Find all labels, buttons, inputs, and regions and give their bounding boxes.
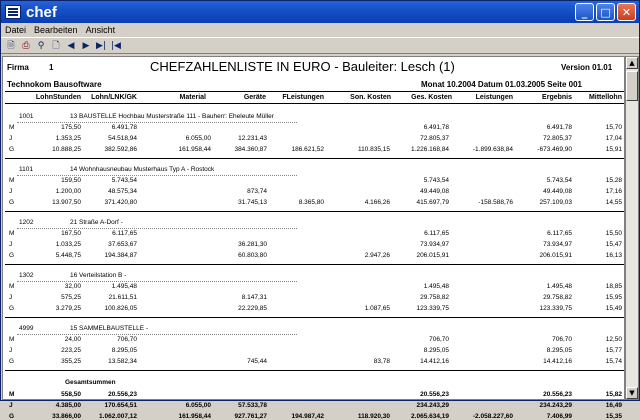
next-page-icon[interactable]: ▶ xyxy=(82,40,90,51)
table-cell: 1.033,25 xyxy=(55,241,81,248)
company-name: Technokom Bausoftware xyxy=(7,80,102,89)
table-cell: 234.243,29 xyxy=(539,402,572,409)
table-cell: 927.761,27 xyxy=(234,413,267,420)
row-key: J xyxy=(9,241,13,248)
table-cell: 21.611,51 xyxy=(108,294,137,301)
row-key: M xyxy=(9,391,15,398)
row-key: G xyxy=(9,413,15,420)
column-header: Lohn/LNK/GK xyxy=(91,94,137,101)
group-separator xyxy=(5,211,624,212)
table-cell: 83,78 xyxy=(373,358,390,365)
table-cell: 706,70 xyxy=(117,336,137,343)
table-cell: 73.934,97 xyxy=(543,241,572,248)
row-key: J xyxy=(9,135,13,142)
preview-icon[interactable]: 🗋 xyxy=(52,40,60,51)
close-button[interactable]: ✕ xyxy=(617,3,636,21)
print-icon[interactable]: ⎙ xyxy=(22,40,30,51)
table-cell: 6.491,78 xyxy=(423,124,449,131)
table-cell: 100.826,05 xyxy=(104,305,137,312)
firma-value: 1 xyxy=(49,63,54,72)
menu-bearbeiten[interactable]: Bearbeiten xyxy=(34,24,78,35)
table-cell: 1.495,48 xyxy=(546,283,572,290)
table-cell: 2.947,26 xyxy=(364,252,390,259)
table-cell: 32,00 xyxy=(64,283,81,290)
menu-datei[interactable]: Datei xyxy=(5,24,27,35)
group-title: 14 Wohnhausneubau Musterhaus Typ A - Rostock xyxy=(70,166,215,173)
table-cell: 170.654,51 xyxy=(104,402,137,409)
table-cell: 14.412,16 xyxy=(420,358,449,365)
table-cell: 2.065.634,19 xyxy=(411,413,449,420)
table-cell: 1.495,48 xyxy=(111,283,137,290)
report-heading: CHEFZAHLENLISTE IN EURO - Bauleiter: Lesch (1) xyxy=(150,59,455,74)
column-header: Leistungen xyxy=(475,94,513,101)
table-cell: 8.365,80 xyxy=(298,199,324,206)
firma-label: Firma xyxy=(7,63,29,72)
last-page-icon[interactable]: ▶| xyxy=(96,40,106,51)
row-key: G xyxy=(9,199,15,206)
table-cell: 15,35 xyxy=(605,413,622,420)
table-cell: 13.907,50 xyxy=(52,199,81,206)
table-cell: 194.384,87 xyxy=(104,252,137,259)
table-cell: 22.229,85 xyxy=(238,305,267,312)
row-key: M xyxy=(9,177,15,184)
table-cell: 206.015,91 xyxy=(539,252,572,259)
table-cell: 5.743,54 xyxy=(111,177,137,184)
table-cell: 72.805,37 xyxy=(420,135,449,142)
table-cell: 7.406,99 xyxy=(546,413,572,420)
table-cell: 49.449,08 xyxy=(543,188,572,195)
column-header: Material xyxy=(179,94,206,101)
row-key: J xyxy=(9,347,13,354)
table-cell: 118.920,30 xyxy=(357,413,390,420)
table-cell: 72.805,37 xyxy=(543,135,572,142)
table-cell: 60.803,80 xyxy=(238,252,267,259)
table-cell: 49.449,08 xyxy=(420,188,449,195)
table-cell: 15,70 xyxy=(605,124,622,131)
column-header: FLeistungen xyxy=(282,94,324,101)
table-cell: 575,25 xyxy=(61,294,81,301)
table-cell: 384.360,87 xyxy=(234,146,267,153)
previous-page-icon[interactable]: ◀ xyxy=(67,40,75,51)
column-header: Ges. Kosten xyxy=(411,94,452,101)
group-divider xyxy=(17,175,297,176)
table-cell: 15,50 xyxy=(605,230,622,237)
column-header: Mittellohn xyxy=(588,94,622,101)
table-cell: 8.147,31 xyxy=(241,294,267,301)
row-key: J xyxy=(9,402,13,409)
table-cell: 4.166,26 xyxy=(364,199,390,206)
table-cell: 37.653,67 xyxy=(108,241,137,248)
table-cell: 1.353,25 xyxy=(55,135,81,142)
table-cell: -2.058.227,60 xyxy=(472,413,513,420)
row-key: M xyxy=(9,230,15,237)
table-cell: 73.934,97 xyxy=(420,241,449,248)
table-cell: -158.588,76 xyxy=(478,199,513,206)
table-cell: 706,70 xyxy=(429,336,449,343)
table-cell: -673.469,90 xyxy=(537,146,572,153)
table-cell: 745,44 xyxy=(247,358,267,365)
group-separator xyxy=(5,370,624,371)
table-cell: 6.117,65 xyxy=(547,230,572,237)
table-cell: 706,70 xyxy=(552,336,572,343)
table-cell: 15,95 xyxy=(605,294,622,301)
group-divider xyxy=(17,334,297,335)
title-bar[interactable] xyxy=(1,1,639,23)
scroll-up-arrow[interactable]: ▲ xyxy=(626,57,638,69)
table-cell: 12.231,43 xyxy=(238,135,267,142)
table-cell: 29.758,82 xyxy=(543,294,572,301)
table-cell: 15,28 xyxy=(605,177,622,184)
group-id: 1101 xyxy=(19,166,33,173)
table-cell: 161.958,44 xyxy=(178,146,211,153)
table-cell: 1.062.007,12 xyxy=(99,413,137,420)
group-title: 15 SAMMELBAUSTELLE - xyxy=(70,325,149,332)
table-cell: 6.491,78 xyxy=(546,124,572,131)
first-page-icon[interactable]: |◀ xyxy=(111,40,121,51)
table-cell: 15,49 xyxy=(605,305,622,312)
group-separator xyxy=(5,158,624,159)
column-header: Geräte xyxy=(243,94,266,101)
table-cell: 6.117,65 xyxy=(424,230,449,237)
table-cell: 36.281,30 xyxy=(238,241,267,248)
table-cell: 14,55 xyxy=(605,199,622,206)
table-cell: 24,00 xyxy=(64,336,81,343)
table-cell: 12,50 xyxy=(605,336,622,343)
table-cell: 159,50 xyxy=(61,177,81,184)
table-cell: 20.556,23 xyxy=(420,391,449,398)
scroll-down-arrow[interactable]: ▼ xyxy=(626,387,638,399)
scroll-thumb[interactable] xyxy=(626,71,638,101)
group-separator xyxy=(5,317,624,318)
table-cell: 5.448,75 xyxy=(55,252,81,259)
table-cell: 873,74 xyxy=(247,188,267,195)
group-id: 1302 xyxy=(19,272,34,279)
table-cell: 18,85 xyxy=(605,283,622,290)
table-cell: 15,47 xyxy=(605,241,622,248)
table-cell: 371.420,80 xyxy=(104,199,137,206)
table-cell: 29.758,82 xyxy=(420,294,449,301)
table-cell: 13.582,34 xyxy=(108,358,137,365)
table-cell: 558,50 xyxy=(61,391,81,398)
table-cell: 33.866,00 xyxy=(52,413,81,420)
table-cell: 8.295,05 xyxy=(546,347,572,354)
vertical-scrollbar[interactable] xyxy=(625,56,639,400)
row-key: J xyxy=(9,188,13,195)
table-cell: 16,49 xyxy=(605,402,622,409)
table-cell: 3.279,25 xyxy=(55,305,81,312)
table-cell: 57.533,78 xyxy=(238,402,267,409)
row-key: G xyxy=(9,305,15,312)
group-id: 1001 xyxy=(19,113,34,120)
table-cell: 257.109,03 xyxy=(539,199,572,206)
table-cell: 10.888,25 xyxy=(52,146,81,153)
table-cell: 8.295,05 xyxy=(423,347,449,354)
table-cell: -1.899.638,84 xyxy=(472,146,513,153)
group-title: 13 BAUSTELLE Hochbau Musterstraße 111 - Bauherr: Eheleute Müller xyxy=(70,113,274,120)
table-cell: 5.743,54 xyxy=(546,177,572,184)
table-cell: 1.200,00 xyxy=(55,188,81,195)
table-cell: 355,25 xyxy=(61,358,81,365)
table-cell: 382.592,86 xyxy=(104,146,137,153)
table-cell: 17,04 xyxy=(605,135,622,142)
group-divider xyxy=(17,122,297,123)
binoculars-icon[interactable]: ⚲ xyxy=(37,40,45,51)
table-cell: 6.491,78 xyxy=(111,124,137,131)
app-icon xyxy=(5,5,21,19)
column-divider xyxy=(5,103,624,104)
table-cell: 20.556,23 xyxy=(108,391,137,398)
table-cell: 110.835,15 xyxy=(357,146,390,153)
table-cell: 1.226.168,84 xyxy=(411,146,449,153)
row-key: G xyxy=(9,358,15,365)
table-cell: 5.743,54 xyxy=(423,177,449,184)
table-cell: 223,25 xyxy=(61,347,81,354)
table-cell: 167,50 xyxy=(61,230,81,237)
maximize-button[interactable]: □ xyxy=(596,3,615,21)
report-view xyxy=(2,56,625,420)
group-divider xyxy=(17,281,297,282)
row-key: M xyxy=(9,283,15,290)
toolbar xyxy=(1,37,639,54)
table-cell: 161.958,44 xyxy=(178,413,211,420)
table-cell: 20.556,23 xyxy=(543,391,572,398)
table-cell: 15,77 xyxy=(605,347,622,354)
table-cell: 6.055,00 xyxy=(185,402,211,409)
window-title: chef xyxy=(26,3,57,21)
table-cell: 234.243,29 xyxy=(416,402,449,409)
table-cell: 186.621,52 xyxy=(291,146,324,153)
menu-ansicht[interactable]: Ansicht xyxy=(85,24,116,35)
column-header: LohnStunden xyxy=(35,94,81,101)
version-label: Version 01.01 xyxy=(561,63,613,72)
table-cell: 16,13 xyxy=(605,252,622,259)
row-key: M xyxy=(9,336,15,343)
document-icon[interactable]: 🗎 xyxy=(7,40,15,51)
group-id: 4999 xyxy=(19,325,34,332)
group-title: 21 Straße A-Dorf - xyxy=(70,219,123,226)
table-cell: 54.518,94 xyxy=(108,135,137,142)
table-cell: 8.295,05 xyxy=(111,347,137,354)
table-cell: 123.339,75 xyxy=(539,305,572,312)
table-cell: 4.385,00 xyxy=(55,402,81,409)
minimize-button[interactable]: _ xyxy=(575,3,594,21)
header-divider xyxy=(5,91,624,92)
row-key: J xyxy=(9,294,13,301)
table-cell: 194.987,42 xyxy=(291,413,324,420)
table-cell: 1.495,48 xyxy=(423,283,449,290)
table-cell: 15,91 xyxy=(605,146,622,153)
table-cell: 6.055,00 xyxy=(185,135,211,142)
menu-bar xyxy=(1,23,639,36)
table-cell: 15,82 xyxy=(605,391,622,398)
row-key: G xyxy=(9,252,15,259)
report-meta: Monat 10.2004 Datum 01.03.2005 Seite 001 xyxy=(421,80,582,89)
group-id: 1202 xyxy=(19,219,34,226)
table-cell: 6.117,65 xyxy=(112,230,137,237)
table-cell: 1.087,65 xyxy=(364,305,390,312)
group-separator xyxy=(5,264,624,265)
column-header: Ergebnis xyxy=(542,94,572,101)
table-cell: 48.575,34 xyxy=(108,188,137,195)
table-cell: 206.015,91 xyxy=(416,252,449,259)
group-title: 16 Verteilstation B - xyxy=(70,272,127,279)
table-cell: 15,74 xyxy=(605,358,622,365)
totals-label: Gesamtsummen xyxy=(65,379,116,386)
column-header: Son. Kosten xyxy=(350,94,391,101)
group-divider xyxy=(17,228,297,229)
table-cell: 415.697,79 xyxy=(416,199,449,206)
row-key: G xyxy=(9,146,15,153)
table-cell: 31.745,13 xyxy=(238,199,267,206)
table-cell: 123.339,75 xyxy=(416,305,449,312)
table-cell: 17,16 xyxy=(605,188,622,195)
row-key: M xyxy=(9,124,15,131)
table-cell: 175,50 xyxy=(61,124,81,131)
table-cell: 14.412,16 xyxy=(543,358,572,365)
